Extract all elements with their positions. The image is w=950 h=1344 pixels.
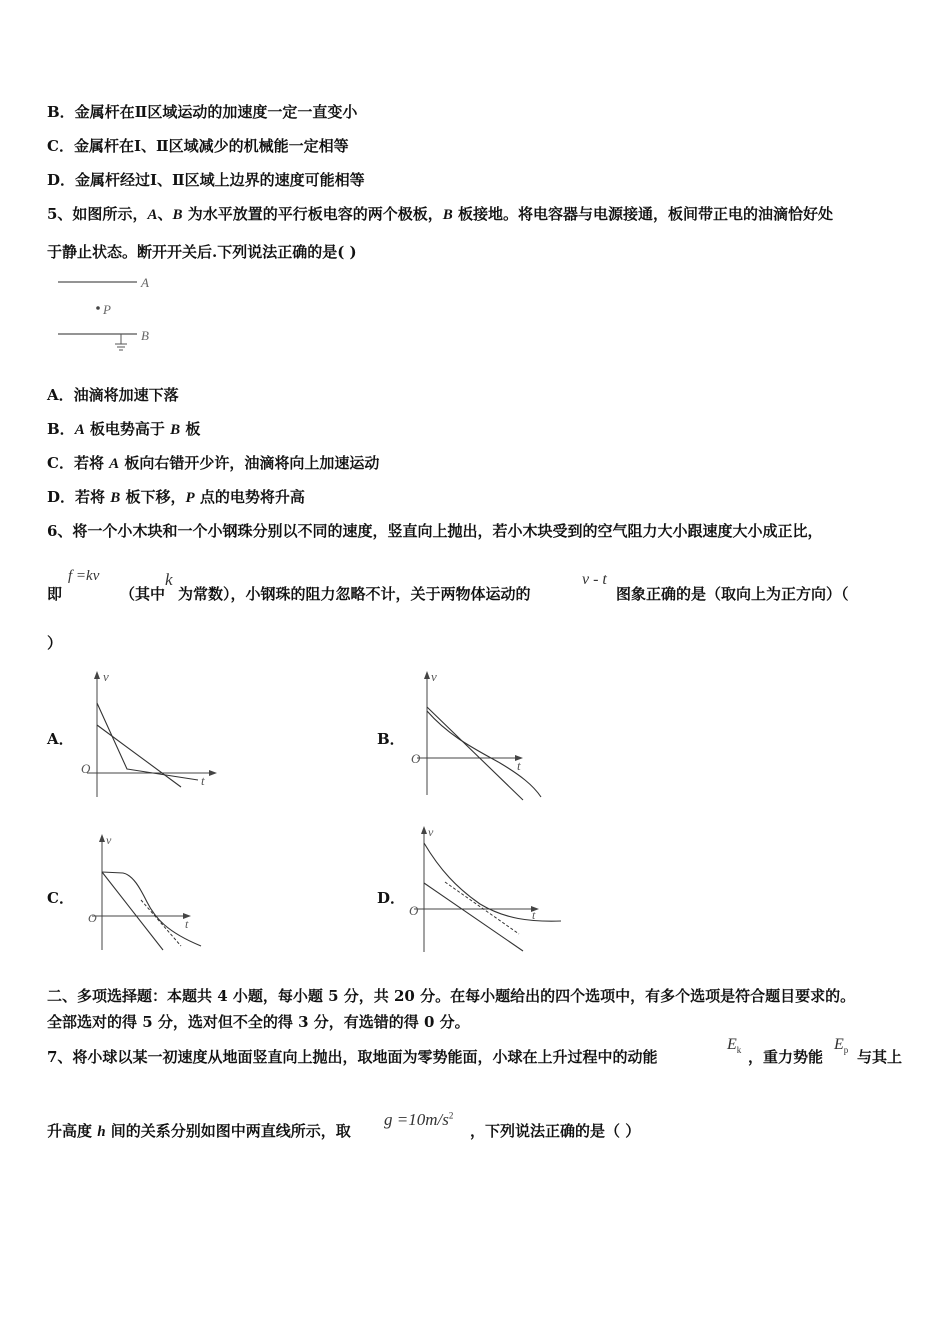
q6-stem-line2-c: 为常数），小钢珠的阻力忽略不计，关于两物体运动的: [178, 585, 531, 603]
q4-option-d: D．金属杆经过Ⅰ、Ⅱ区域上边界的速度可能相等: [47, 171, 365, 189]
svg-text:t: t: [201, 773, 205, 788]
svg-text:t: t: [185, 917, 189, 931]
section2-heading-line1: 二、多项选择题：本题共 4 小题，每小题 5 分，共 20 分。在每小题给出的四个选项中，有多个选项是符合题目要求的。: [47, 987, 856, 1005]
q7-stem-line2-a: 升高度 h 间的关系分别如图中两直线所示，取: [47, 1122, 351, 1140]
formula-v-t: v - t: [582, 571, 607, 588]
q6-stem-line2-a: 即: [47, 585, 63, 603]
q7-stem-line1-a: 7、将小球以某一初速度从地面竖直向上抛出，取地面为零势能面，小球在上升过程中的动能: [47, 1048, 658, 1066]
q5-option-b: B．A 板电势高于 B 板: [47, 420, 201, 438]
capacitor-figure: [55, 272, 165, 358]
q5-option-d: D．若将 B 板下移，P 点的电势将升高: [47, 488, 305, 506]
plate-b-label: B: [141, 328, 149, 343]
svg-text:v: v: [431, 669, 437, 684]
q5-option-c: C．若将 A 板向右错开少许，油滴将向上加速运动: [47, 454, 380, 472]
svg-text:v: v: [103, 669, 109, 684]
q5-option-a: A．油滴将加速下落: [47, 386, 179, 404]
svg-text:O: O: [88, 911, 97, 925]
q4-option-c: C．金属杆在Ⅰ、Ⅱ区域减少的机械能一定相等: [47, 137, 349, 155]
graph-c: [85, 830, 215, 955]
svg-text:O: O: [411, 751, 421, 766]
svg-text:v: v: [428, 825, 434, 839]
svg-text:t: t: [517, 758, 521, 773]
q7-stem-line1-c: 与其上: [857, 1048, 903, 1066]
q5-stem-line2: 于静止状态。断开开关后.下列说法正确的是( ): [47, 243, 357, 261]
q6-stem-line1: 6、将一个小木块和一个小钢珠分别以不同的速度，竖直向上抛出，若小木块受到的空气阻力大小跟速度大小成正比，: [47, 522, 823, 540]
section2-heading-line2: 全部选对的得 5 分，选对但不全的得 3 分，有选错的得 0 分。: [47, 1013, 470, 1031]
svg-text:O: O: [81, 761, 91, 776]
graph-b-label: B．: [377, 730, 405, 748]
graph-b: [405, 667, 555, 802]
q7-stem-line2-c: ，下列说法正确的是（ ）: [470, 1122, 641, 1140]
graph-c-label: C．: [47, 889, 74, 907]
formula-f-kv: f =kv: [68, 568, 100, 584]
svg-text:O: O: [409, 903, 419, 918]
q6-stem-line2-b: （其中: [120, 585, 166, 603]
q6-stem-line3: ）: [47, 634, 63, 652]
plate-a-label: A: [141, 275, 149, 290]
q6-stem-line2-d: 图象正确的是（取向上为正方向）（: [616, 585, 849, 603]
graph-d-label: D．: [377, 889, 406, 907]
formula-ek: $E_k$: [727, 1036, 742, 1056]
q7-stem-line1-b: ，重力势能: [748, 1048, 824, 1066]
graph-a-label: A．: [47, 730, 74, 748]
q4-option-b: B．金属杆在Ⅱ区域运动的加速度一定一直变小: [47, 103, 358, 121]
svg-text:t: t: [532, 908, 536, 922]
formula-ep: $E_p$: [834, 1036, 849, 1056]
svg-text:v: v: [106, 833, 112, 847]
formula-g: $g =10m/s^2$: [384, 1110, 454, 1129]
formula-k: k: [165, 570, 173, 589]
graph-a: [75, 667, 225, 802]
graph-d: [405, 822, 565, 957]
q5-stem-line1: 5、如图所示，A、B 为水平放置的平行板电容的两个极板，B 板接地。将电容器与电源接通，板间带正电的油滴恰好处: [47, 205, 833, 223]
point-p-label: P: [103, 302, 111, 317]
